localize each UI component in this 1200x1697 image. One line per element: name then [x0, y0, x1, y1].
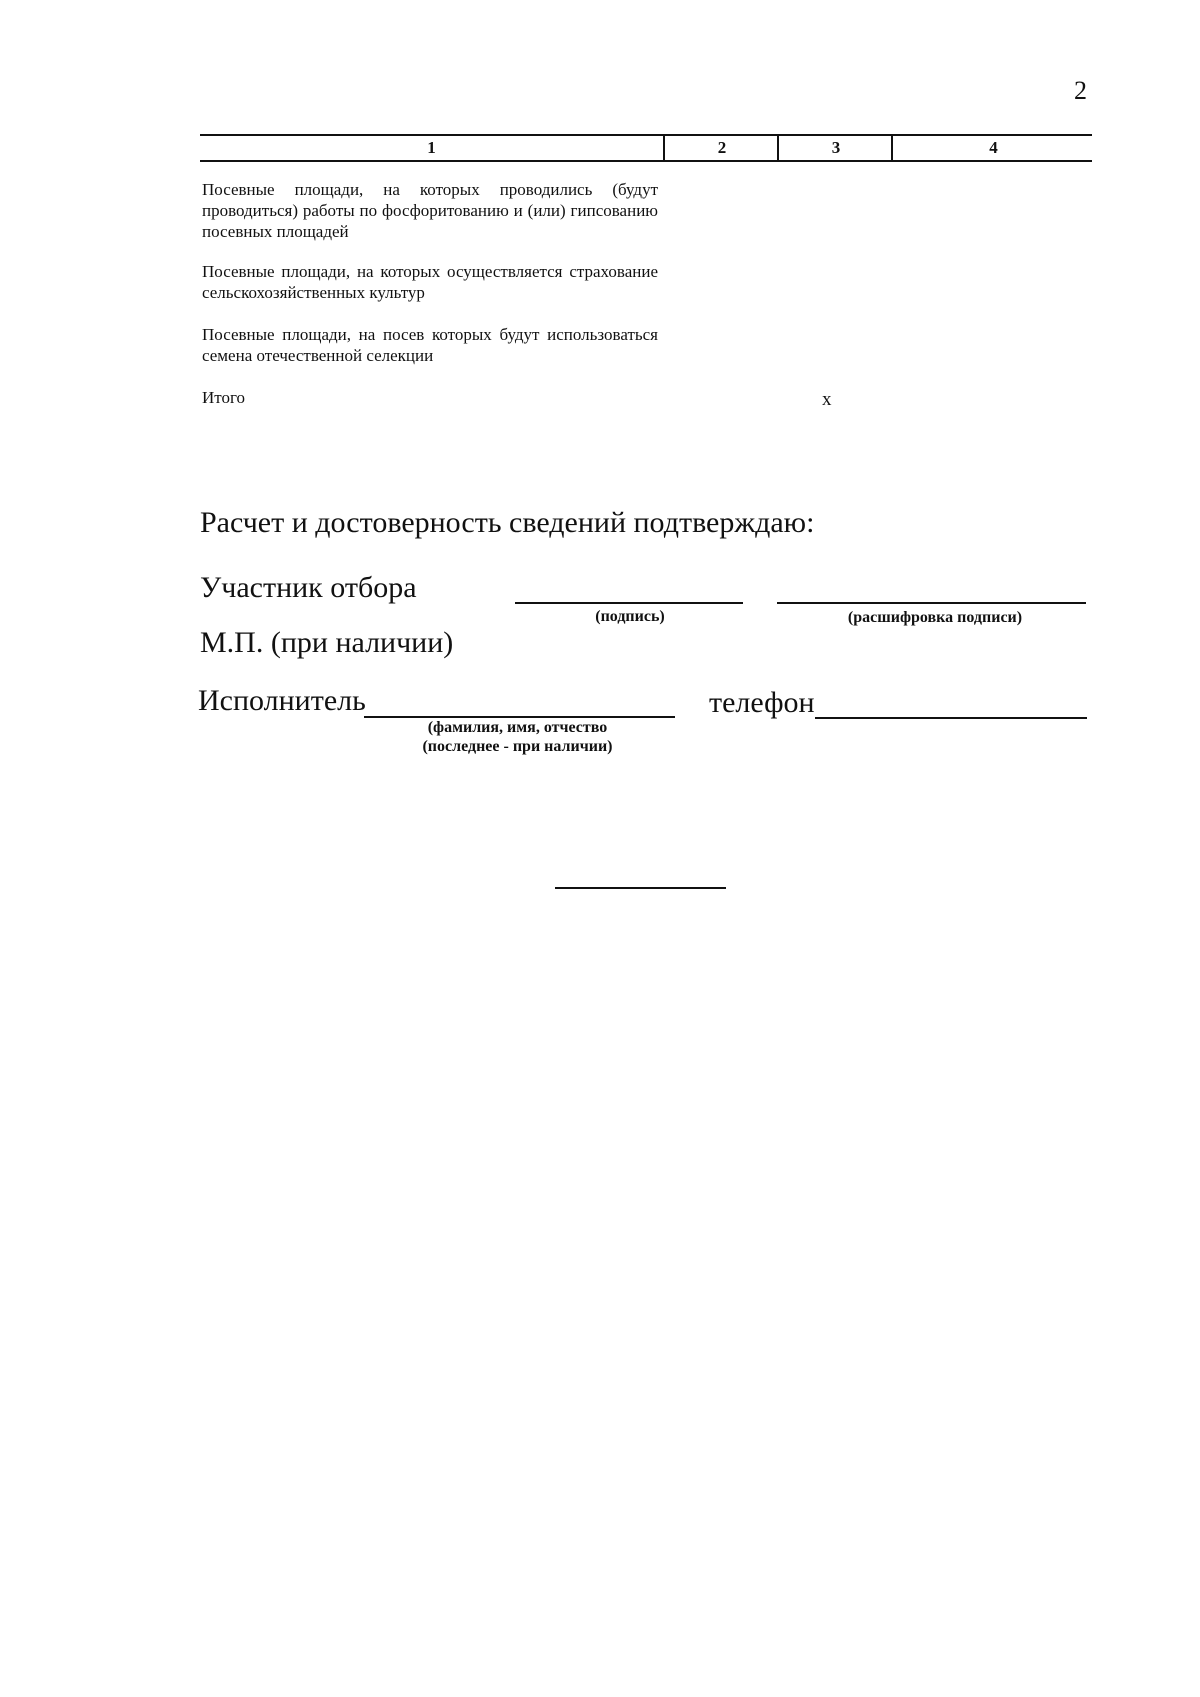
participant-label: Участник отбора [200, 571, 417, 604]
table-row-insurance: Посевные площади, на которых осуществляется страхование сельскохозяйственных культур [202, 262, 658, 302]
executor-name-caption [405, 718, 630, 756]
table-header-col-1: 1 [427, 138, 436, 157]
phone-label: телефон [709, 686, 815, 719]
phone-line[interactable] [815, 717, 1087, 719]
table-row-domestic-seeds: Посевные площади, на посев которых будут использоваться семена отечественной селекции [202, 325, 658, 365]
confirmation-statement: Расчет и достоверность сведений подтверждаю: [200, 506, 815, 539]
end-divider [555, 887, 726, 889]
stamp-label: М.П. (при наличии) [200, 626, 454, 659]
table-header-col-2: 2 [663, 136, 779, 160]
executor-label: Исполнитель [198, 684, 366, 717]
signature-decode-line[interactable] [777, 602, 1086, 604]
table-header [200, 134, 1092, 162]
table-row-total-label: Итого [202, 388, 246, 407]
table-row-phosphorite: Посевные площади, на которых проводились (будут проводиться) работы по фосфоритованию и (или) гипсованию посевных площадей [202, 180, 658, 241]
executor-caption-line-1: (фамилия, имя, отчество [427, 719, 608, 736]
table-total-col3-value: х [822, 389, 832, 410]
page-number: 2 [1074, 76, 1087, 105]
executor-caption-line-2: (последнее - при наличии) [422, 738, 613, 755]
signature-caption: (подпись) [595, 608, 665, 625]
table-header-col-3: 3 [777, 136, 893, 160]
table-header-col-4: 4 [891, 136, 1094, 160]
signature-line[interactable] [515, 602, 743, 604]
signature-decode-caption: (расшифровка подписи) [847, 609, 1023, 626]
